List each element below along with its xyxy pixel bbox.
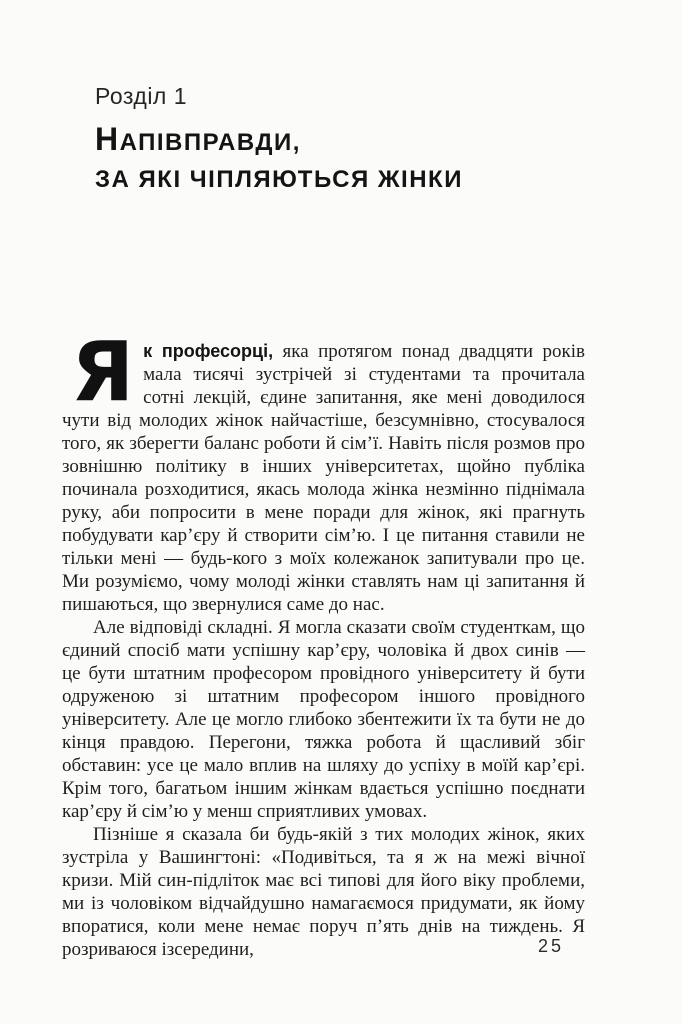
- page-number: 25: [538, 936, 565, 956]
- chapter-title: [95, 121, 463, 198]
- lead-in-bold-text: к професорці,: [143, 341, 274, 361]
- chapter-title-line-1: НАПІВПРАВДИ,: [95, 121, 301, 157]
- paragraph-1-text: яка протягом понад двадцяти років мала тисячі зустрічей зі студентами та прочитала сотні лекцій, єдине запитання, яке мені доводилося чути від молодих жінок найчастіше, безсумнівно, стосувалося того, як зберегти баланс роботи й сім’ї. Навіть після розмов про зовнішню політику в інших університетах, щойно публіка починала розходитися, якась молода жінка незмінно піднімала руку, аби попросити в мене поради для жінок, які прагнуть побудувати кар’єру й створити сім’ю. І це питання ставили не тільки мені — будь-кого з моїх колежанок запитували про це. Ми розуміємо, чому молоді жінки ставлять нам ці запитання й пишаються, що звернулися саме до нас.: [62, 341, 585, 615]
- drop-cap-letter: Я: [71, 325, 135, 420]
- body-text-block: [62, 325, 585, 961]
- paragraph-3: Пізніше я сказала би будь-якій з тих молодих жінок, яких зустріла у Вашингтоні: «Подивіться, та я ж на межі вічної кризи. Мій син-підліток має всі типові для його віку проблеми, ми із чоловіком відчайдушно намагаємося придумати, як йому впоратися, коли мене немає поруч п’ять днів на тиждень. Я розриваюся ізсередини,: [62, 824, 585, 960]
- chapter-title-line-2: ЗА ЯКІ ЧІПЛЯЮТЬСЯ ЖІНКИ: [95, 166, 463, 193]
- chapter-kicker: Розділ 1: [95, 83, 188, 109]
- paragraph-1: [62, 325, 585, 616]
- paragraph-2: Але відповіді складні. Я могла сказати своїм студенткам, що єдиний спосіб мати успішну кар’єру, чоловіка й двох синів — це бути штатним професором провідного університету й бути одруженою зі штатним професором іншого провідного університету. Але це могло глибоко збентежити їх та бути не до кінця правдою. Перегони, тяжка робота й щасливий збіг обставин: усе це мало вплив на шляху до успіху в моїй кар’єрі. Крім того, багатьом іншим жінкам вдається успішно поєднати кар’єру й сім’ю у менш сприятливих умовах.: [62, 617, 585, 822]
